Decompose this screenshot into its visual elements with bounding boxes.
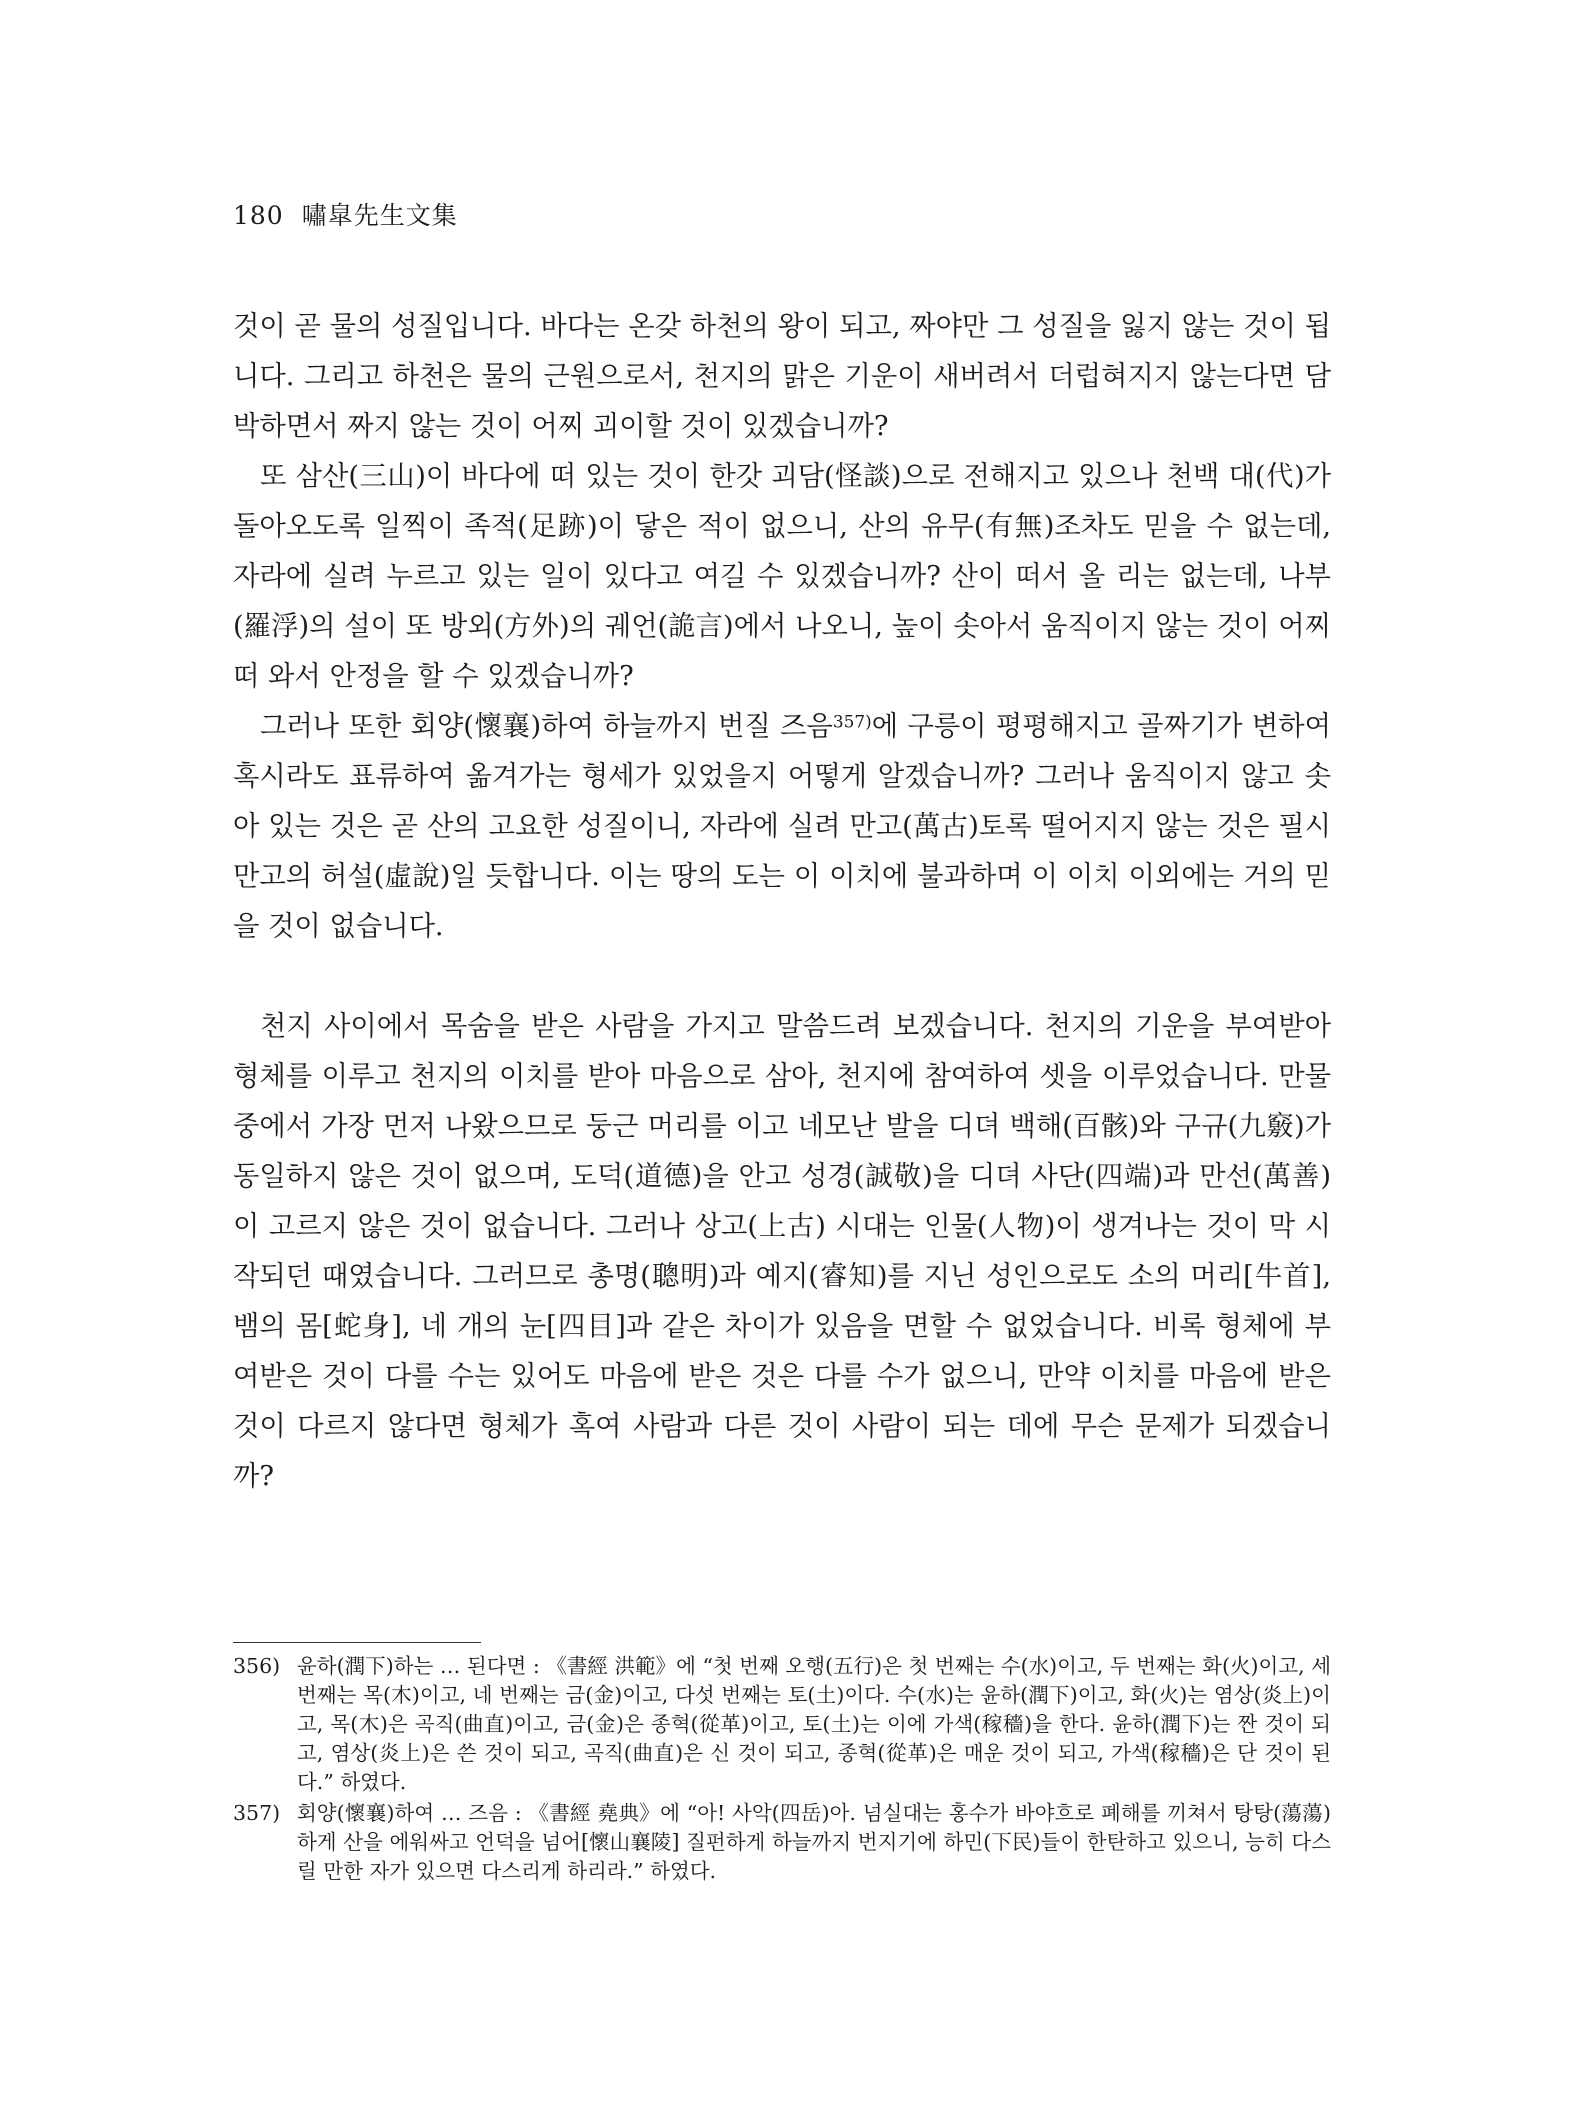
running-header: [233, 196, 458, 232]
footnote-number: 357): [233, 1801, 281, 1825]
footnote-text: 윤하(潤下)하는 … 된다면 : 《書經 洪範》에 “첫 번째 오행(五行)은 첫 번째는 수(水)이고, 두 번째는 화(火)이고, 세 번째는 목(木)이고, 네 번째는 금(金)이고, 다섯 번째는 토(土)이다. 수(水)는 윤하(潤下)이고, 화(火)는 염상(炎上)이고, 목(木)은 곡직(曲直)이고, 금(金)은 종혁(從革)이고, 토(土)는 이에 가색(稼穡)을 한다. 윤하(潤下)는 짠 것이 되고, 염상(炎上)은 쓴 것이 되고, 곡직(曲直)은 신 것이 되고, 종혁(從革)은 매운 것이 되고, 가색(稼穡)은 단 것이 된다.” 하였다.: [297, 1654, 1331, 1794]
footnote-divider: [233, 1642, 481, 1643]
footnotes: [233, 1652, 1331, 1888]
footnote-357: [233, 1799, 1331, 1886]
paragraph-1: 것이 곧 물의 성질입니다. 바다는 온갖 하천의 왕이 되고, 짜야만 그 성질을 잃지 않는 것이 됩니다. 그리고 하천은 물의 근원으로서, 천지의 맑은 기운이 새버려서 더럽혀지지 않는다면 담박하면서 짜지 않는 것이 어찌 괴이할 것이 있겠습니까?: [233, 311, 1331, 442]
footnote-number: 356): [233, 1654, 281, 1678]
paragraph-4: 천지 사이에서 목숨을 받은 사람을 가지고 말씀드려 보겠습니다. 천지의 기운을 부여받아 형체를 이루고 천지의 이치를 받아 마음으로 삼아, 천지에 참여하여 셋을 이루었습니다. 만물 중에서 가장 먼저 나왔으므로 둥근 머리를 이고 네모난 발을 디뎌 백해(百骸)와 구규(九竅)가 동일하지 않은 것이 없으며, 도덕(道德)을 안고 성경(誠敬)을 디뎌 사단(四端)과 만선(萬善)이 고르지 않은 것이 없습니다. 그러나 상고(上古) 시대는 인물(人物)이 생겨나는 것이 막 시작되던 때였습니다. 그러므로 총명(聰明)과 예지(睿知)를 지닌 성인으로도 소의 머리[牛首], 뱀의 몸[蛇身], 네 개의 눈[四目]과 같은 차이가 있음을 면할 수 없었습니다. 비록 형체에 부여받은 것이 다를 수는 있어도 마음에 받은 것은 다를 수가 없으니, 만약 이치를 마음에 받은 것이 다르지 않다면 형체가 혹여 사람과 다른 것이 사람이 되는 데에 무슨 문제가 되겠습니까?: [233, 1011, 1331, 1492]
book-title: 嘯皐先生文集: [301, 201, 458, 230]
body-text: [233, 302, 1331, 1502]
paragraph-3-text-b: 에 구릉이 평평해지고 골짜기가 변하여 혹시라도 표류하여 옮겨가는 형세가 있었을지 어떻게 알겠습니까? 그러나 움직이지 않고 솟아 있는 것은 곧 산의 고요한 성질이니, 자라에 실려 만고(萬古)토록 떨어지지 않는 것은 필시 만고의 허설(虛說)일 듯합니다. 이는 땅의 도는 이 이치에 불과하며 이 이치 이외에는 거의 믿을 것이 없습니다.: [233, 711, 1331, 942]
footnote-text: 회양(懷襄)하여 … 즈음 : 《書經 堯典》에 “아! 사악(四岳)아. 넘실대는 홍수가 바야흐로 폐해를 끼쳐서 탕탕(蕩蕩)하게 산을 에워싸고 언덕을 넘어[懷山襄陵] 질펀하게 하늘까지 번지기에 하민(下民)들이 한탄하고 있으니, 능히 다스릴 만한 자가 있으면 다스리게 하리라.” 하였다.: [297, 1801, 1331, 1883]
footnote-356: [233, 1652, 1331, 1797]
paragraph-3-text-a: 그러나 또한 회양(懷襄)하여 하늘까지 번질 즈음: [260, 711, 833, 742]
paragraph-3: [233, 702, 1331, 952]
page-number: 180: [233, 201, 284, 230]
footnote-ref-357[interactable]: 357): [832, 711, 872, 732]
paragraph-2: 또 삼산(三山)이 바다에 떠 있는 것이 한갓 괴담(怪談)으로 전해지고 있으나 천백 대(代)가 돌아오도록 일찍이 족적(足跡)이 닿은 적이 없으니, 산의 유무(有無)조차도 믿을 수 없는데, 자라에 실려 누르고 있는 일이 있다고 여길 수 있겠습니까? 산이 떠서 올 리는 없는데, 나부(羅浮)의 설이 또 방외(方外)의 궤언(詭言)에서 나오니, 높이 솟아서 움직이지 않는 것이 어찌 떠 와서 안정을 할 수 있겠습니까?: [233, 461, 1331, 692]
